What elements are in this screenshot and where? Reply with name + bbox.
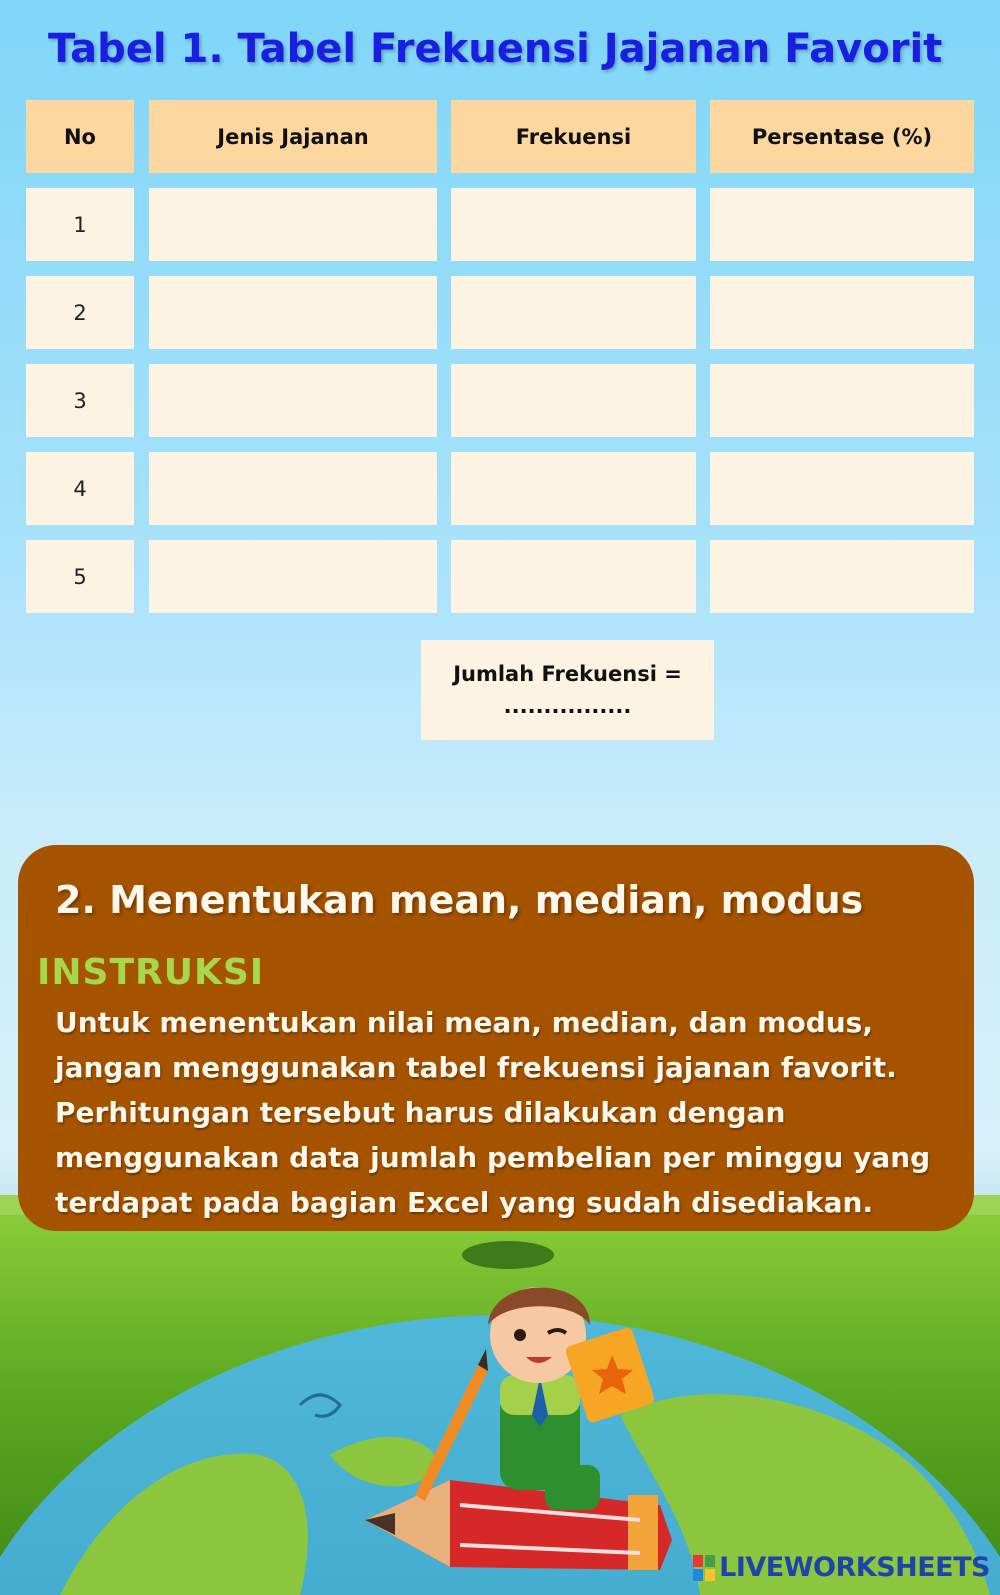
persentase-input[interactable] [710,276,974,349]
liveworksheets-brand [693,1552,990,1583]
header-frekuensi: Frekuensi [451,100,696,173]
jenis-jajanan-input[interactable] [149,364,437,437]
frekuensi-input[interactable] [451,276,696,349]
frekuensi-input[interactable] [451,540,696,613]
instruction-label: INSTRUKSI [37,952,265,993]
liveworksheets-logo-icon [693,1555,715,1581]
jenis-jajanan-input[interactable] [149,452,437,525]
jumlah-frekuensi-value[interactable]: ................ [503,694,632,718]
frekuensi-input[interactable] [451,364,696,437]
frekuensi-input[interactable] [451,452,696,525]
header-jenis-jajanan: Jenis Jajanan [149,100,437,173]
landscape-illustration [0,1195,1000,1595]
jenis-jajanan-input[interactable] [149,540,437,613]
jenis-jajanan-input[interactable] [149,188,437,261]
section-title: 2. Menentukan mean, median, modus [55,878,864,922]
brand-name: LIVEWORKSHEETS [719,1552,990,1583]
jumlah-frekuensi-label: Jumlah Frekuensi = [453,662,682,686]
persentase-input[interactable] [710,540,974,613]
row-number: 5 [26,540,134,613]
row-number: 4 [26,452,134,525]
header-no: No [26,100,134,173]
row-number: 1 [26,188,134,261]
instruction-text: Untuk menentukan nilai mean, median, dan modus, jangan menggunakan tabel frekuensi jajanan favorit. Perhitungan tersebut harus dilakukan dengan menggunakan data jumlah pembelian per minggu yang terdapat pada bagian Excel yang sudah disediakan. [55,1006,931,1219]
jenis-jajanan-input[interactable] [149,276,437,349]
frekuensi-input[interactable] [451,188,696,261]
persentase-input[interactable] [710,188,974,261]
row-number: 2 [26,276,134,349]
jumlah-frekuensi-box[interactable] [421,640,714,740]
persentase-input[interactable] [710,364,974,437]
row-number: 3 [26,364,134,437]
header-persentase: Persentase (%) [710,100,974,173]
table-title: Tabel 1. Tabel Frekuensi Jajanan Favorit [48,26,943,72]
persentase-input[interactable] [710,452,974,525]
